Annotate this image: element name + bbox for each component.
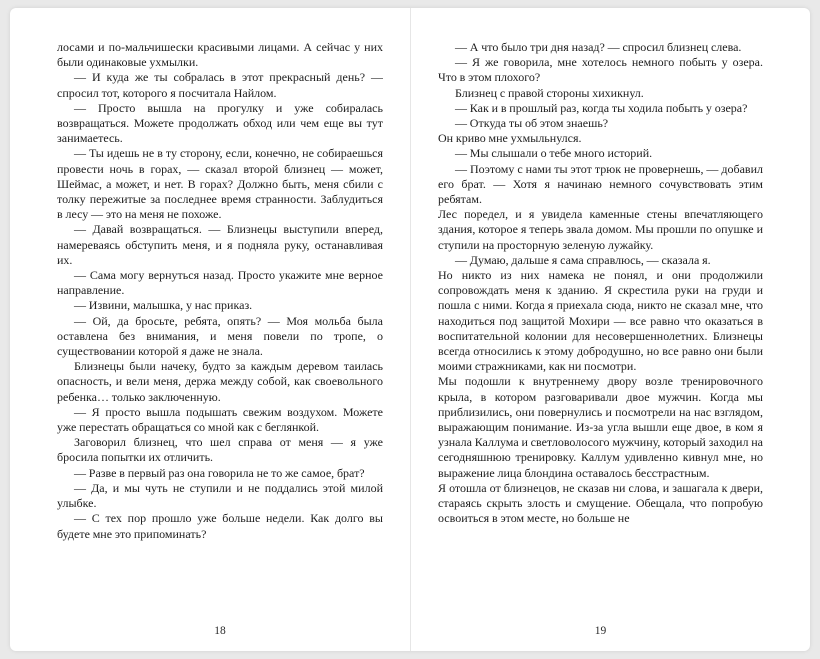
page-right [410,8,810,651]
paragraph: — Мы слышали о тебе много историй. [455,146,653,161]
paragraph: Он криво мне ухмыльнулся. [438,131,582,146]
paragraph: — Думаю, дальше я сама справлюсь, — сказала я. [455,252,711,267]
paragraph: — И куда же ты собралась в этот прекрасный день? — спросил тот, которого я посчитала Найлом. [57,70,383,100]
page-right-number: 19 [594,625,607,637]
paragraph: — Разве в первый раз она говорила не то же самое, брат? [74,465,365,480]
paragraph: — Ой, да бросьте, ребята, опять? — Моя мольба была оставлена без внимания, и меня повели по тропе, о существовании которой я даже не знала. [57,313,383,359]
page-right-text [438,40,763,618]
paragraph: — Откуда ты об этом знаешь? [455,116,609,131]
paragraph: — Я просто вышла подышать свежим воздухом. Можете уже перестать обращаться со мной как с беглянкой. [57,404,383,435]
paragraph: лосами и по-мальчишески красивыми лицами. А сейчас у них были одинаковые ухмылки. [57,40,383,70]
paragraph: — Давай возвращаться. — Близнецы выступили вперед, намереваясь обступить меня, и я подняла руку, останавливая их. [57,222,383,267]
paragraph: — А что было три дня назад? — спросил близнец слева. [455,40,742,54]
paragraph: Заговорил близнец, что шел справа от меня — я уже бросила попытки их отличить. [57,435,383,465]
page-left-number: 18 [214,625,226,637]
paragraph: — Просто вышла на прогулку и уже собиралась возвращаться. Можете продолжать обход или чем еще вы тут занимаетесь. [57,100,383,146]
paragraph: — Да, и мы чуть не ступили и не поддались этой милой улыбке. [57,480,383,511]
paragraph: — С тех пор прошло уже больше недели. Как долго вы будете мне это припоминать? [57,511,383,541]
page-left-text [57,40,383,618]
page-left [10,8,410,651]
paragraph: — Поэтому с нами ты этот трюк не провернешь, — добавил его брат. — Хотя я начинаю немного сочувствовать этим ребятам. [438,161,763,207]
paragraph: — Сама могу вернуться назад. Просто укажите мне верное направление. [57,268,383,298]
paragraph: — Извини, малышка, у нас приказ. [74,298,253,313]
book-spread [10,8,810,651]
paragraph: Мы подошли к внутреннему двору возле тренировочного крыла, в котором разговаривали двое мужчин. Когда мы приблизились, они повернулись и посмотрели на нас взглядом, выражающим понимание. Из-за угла вышли еще двое, в ком я узнала Каллума и светловолосого мужчину, который заходил на сегодняшнюю тренировку. Каллум удивленно кивнул мне, но выражение лица блондина оставалось бесстрастным. [438,374,763,480]
paragraph: Я отошла от близнецов, не сказав ни слова, и зашагала к двери, стараясь скрыть злость и смущение. Обещала, что попробую освоиться в этом месте, но больше не [438,480,763,526]
paragraph: — Я же говорила, мне хотелось немного побыть у озера. Что в этом плохого? [438,55,763,85]
paragraph: Близнецы были начеку, будто за каждым деревом таилась опасность, и вели меня, держа между собой, как своевольного ребенка… только заключенную. [57,359,383,404]
paragraph: — Как и в прошлый раз, когда ты ходила побыть у озера? [455,100,748,115]
paragraph: Близнец с правой стороны хихикнул. [455,85,644,100]
paragraph: Лес поредел, и я увидела каменные стены впечатляющего здания, которое я теперь звала домом. Мы прошли по опушке и ступили на просторную зеленую лужайку. [438,207,763,252]
paragraph: — Ты идешь не в ту сторону, если, конечно, не собираешься провести ночь в горах, — сказал второй близнец — может, Шеймас, а может, и нет. В горах? Должно быть, меня сбили с толку пережитые за последнее время странности. Заблудиться в лесу — это на меня не похоже. [57,146,383,222]
paragraph: Но никто из них намека не понял, и они продолжили сопровождать меня к зданию. Я скрестила руки на груди и пошла с ними. Когда я приехала сюда, никто не сказал мне, что находиться под защитой Мохири — все равно что оказаться в воспитательной колонии для несовершеннолетних. Близнецы всегда относились к этому добродушно, но все равно они были моими стражниками, как ни посмотри. [438,268,763,374]
